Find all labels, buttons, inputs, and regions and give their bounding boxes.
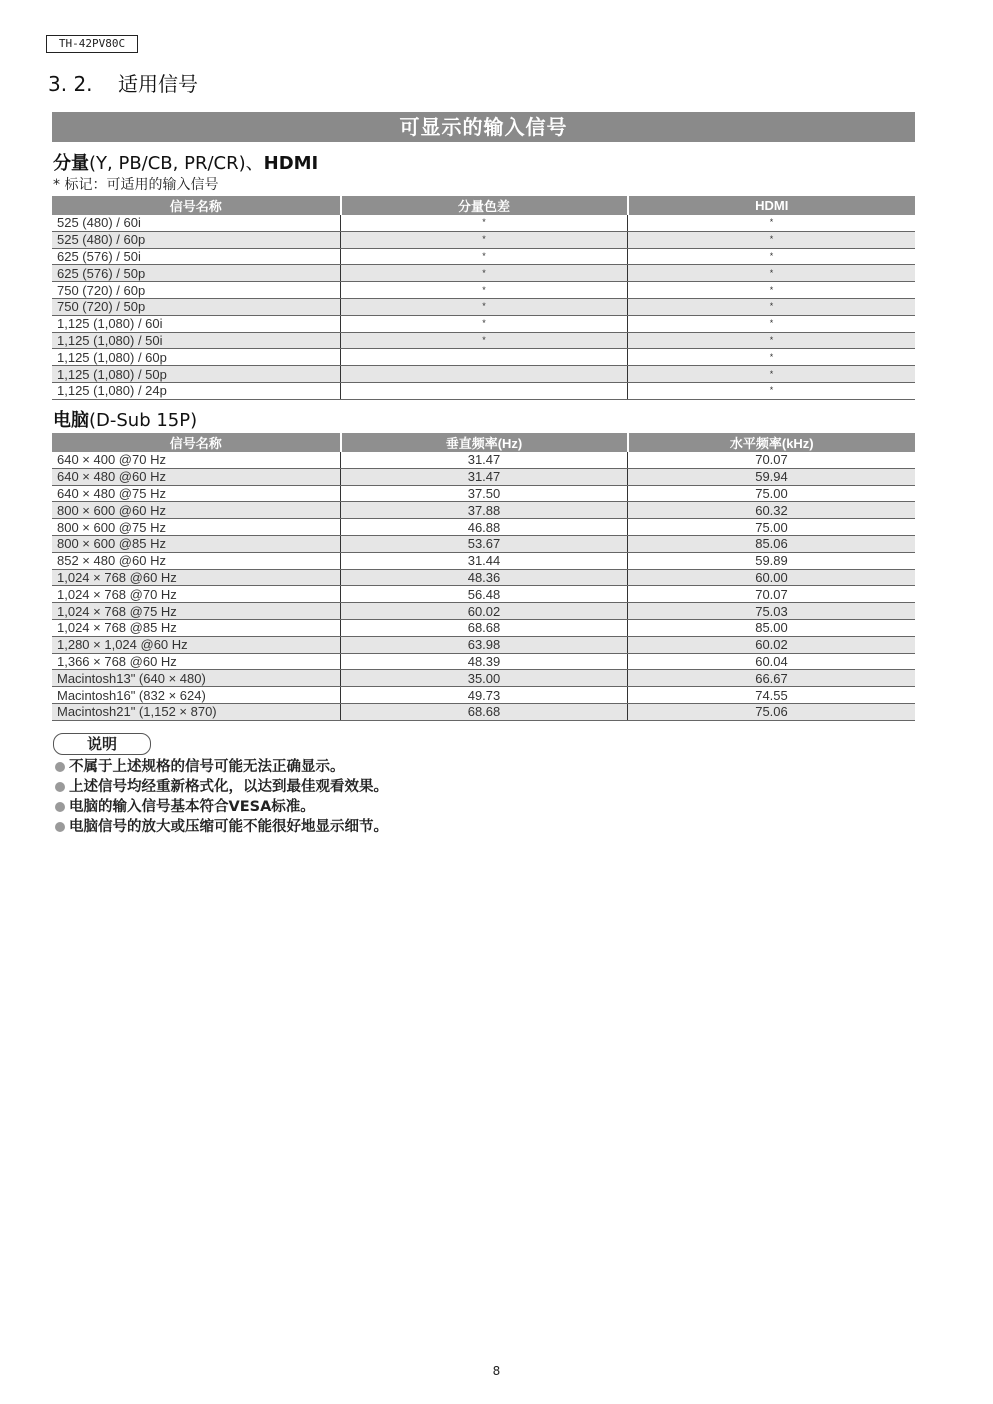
- value-cell: 75.06: [628, 703, 916, 720]
- signal-name-cell: 525 (480) / 60p: [52, 231, 341, 248]
- value-cell: 74.55: [628, 687, 916, 704]
- signal-name-cell: 750 (720) / 50p: [52, 298, 341, 315]
- value-cell: [341, 382, 628, 399]
- value-cell: *: [628, 298, 916, 315]
- table-row: [52, 298, 915, 315]
- value-cell: 31.47: [341, 452, 628, 468]
- table-row: [52, 703, 915, 720]
- banner-title: 可显示的输入信号: [52, 112, 915, 142]
- value-cell: *: [628, 382, 916, 399]
- column-header: 信号名称: [52, 196, 341, 215]
- column-header: 分量色差: [341, 196, 628, 215]
- value-cell: [341, 366, 628, 383]
- value-cell: *: [628, 349, 916, 366]
- signal-name-cell: 1,024 × 768 @60 Hz: [52, 569, 341, 586]
- signal-name-cell: 1,125 (1,080) / 50p: [52, 366, 341, 383]
- table-row: [52, 569, 915, 586]
- value-cell: *: [628, 282, 916, 299]
- value-cell: 60.02: [341, 603, 628, 620]
- signal-name-cell: 1,125 (1,080) / 60p: [52, 349, 341, 366]
- signal-name-cell: 1,125 (1,080) / 50i: [52, 332, 341, 349]
- value-cell: 60.00: [628, 569, 916, 586]
- signal-name-cell: Macintosh13" (640 × 480): [52, 670, 341, 687]
- value-cell: 75.00: [628, 485, 916, 502]
- note-item: 上述信号均经重新格式化，以达到最佳观看效果。: [55, 777, 388, 797]
- value-cell: *: [341, 265, 628, 282]
- table-row: [52, 366, 915, 383]
- note-item: 电脑信号的放大或压缩可能不能很好地显示细节。: [55, 817, 388, 837]
- component-note: * 标记：可适用的输入信号: [53, 177, 219, 193]
- value-cell: 63.98: [341, 636, 628, 653]
- signal-name-cell: 625 (576) / 50p: [52, 265, 341, 282]
- table-row: [52, 653, 915, 670]
- bullet-icon: [55, 802, 65, 812]
- component-heading-hdmi: HDMI: [263, 153, 319, 174]
- table-row: [52, 619, 915, 636]
- signal-name-cell: 640 × 400 @70 Hz: [52, 452, 341, 468]
- table-row: [52, 231, 915, 248]
- pc-signal-table: [52, 433, 915, 721]
- table-row: [52, 603, 915, 620]
- column-header: 水平频率(kHz): [628, 433, 916, 452]
- value-cell: *: [628, 366, 916, 383]
- signal-name-cell: 1,024 × 768 @75 Hz: [52, 603, 341, 620]
- value-cell: 68.68: [341, 619, 628, 636]
- signal-name-cell: 640 × 480 @60 Hz: [52, 468, 341, 485]
- component-heading-signal: (Y, PB/CB, PR/CR)、: [89, 153, 264, 174]
- table-header-row: [52, 433, 915, 452]
- value-cell: 48.39: [341, 653, 628, 670]
- value-cell: 56.48: [341, 586, 628, 603]
- pc-heading-cn: 电脑: [53, 410, 89, 431]
- value-cell: *: [341, 315, 628, 332]
- table-row: [52, 502, 915, 519]
- note-item: 电脑的输入信号基本符合VESA标准。: [55, 797, 388, 817]
- signal-name-cell: 1,366 × 768 @60 Hz: [52, 653, 341, 670]
- table-header-row: [52, 196, 915, 215]
- signal-name-cell: 800 × 600 @60 Hz: [52, 502, 341, 519]
- value-cell: *: [341, 215, 628, 231]
- notes-label: 说明: [53, 733, 151, 755]
- section-title: 适用信号: [118, 72, 198, 96]
- signal-name-cell: 1,024 × 768 @70 Hz: [52, 586, 341, 603]
- value-cell: 60.02: [628, 636, 916, 653]
- column-header: HDMI: [628, 196, 916, 215]
- table-row: [52, 282, 915, 299]
- signal-name-cell: 1,125 (1,080) / 60i: [52, 315, 341, 332]
- value-cell: 85.00: [628, 619, 916, 636]
- value-cell: 70.07: [628, 452, 916, 468]
- value-cell: 85.06: [628, 535, 916, 552]
- signal-name-cell: Macintosh16" (832 × 624): [52, 687, 341, 704]
- value-cell: *: [341, 298, 628, 315]
- notes-list: [55, 757, 388, 837]
- signal-name-cell: 625 (576) / 50i: [52, 248, 341, 265]
- value-cell: 60.32: [628, 502, 916, 519]
- table-row: [52, 586, 915, 603]
- value-cell: 59.89: [628, 552, 916, 569]
- table-row: [52, 382, 915, 399]
- value-cell: 70.07: [628, 586, 916, 603]
- value-cell: *: [628, 231, 916, 248]
- value-cell: 46.88: [341, 519, 628, 536]
- table-row: [52, 670, 915, 687]
- value-cell: 37.88: [341, 502, 628, 519]
- signal-name-cell: 800 × 600 @75 Hz: [52, 519, 341, 536]
- value-cell: *: [628, 215, 916, 231]
- value-cell: 37.50: [341, 485, 628, 502]
- table-row: [52, 552, 915, 569]
- signal-name-cell: 1,024 × 768 @85 Hz: [52, 619, 341, 636]
- model-label: TH-42PV80C: [46, 35, 138, 53]
- value-cell: *: [341, 332, 628, 349]
- value-cell: *: [628, 248, 916, 265]
- signal-name-cell: 852 × 480 @60 Hz: [52, 552, 341, 569]
- table-row: [52, 332, 915, 349]
- value-cell: *: [628, 332, 916, 349]
- column-header: 信号名称: [52, 433, 341, 452]
- table-row: [52, 687, 915, 704]
- value-cell: 53.67: [341, 535, 628, 552]
- table-row: [52, 265, 915, 282]
- table-row: [52, 452, 915, 468]
- value-cell: 66.67: [628, 670, 916, 687]
- signal-name-cell: 525 (480) / 60i: [52, 215, 341, 231]
- page-number: 8: [492, 1364, 501, 1378]
- value-cell: 48.36: [341, 569, 628, 586]
- bullet-icon: [55, 822, 65, 832]
- value-cell: [341, 349, 628, 366]
- value-cell: 59.94: [628, 468, 916, 485]
- table-row: [52, 468, 915, 485]
- signal-name-cell: 1,280 × 1,024 @60 Hz: [52, 636, 341, 653]
- pc-heading: [53, 406, 197, 432]
- table-row: [52, 248, 915, 265]
- value-cell: 31.44: [341, 552, 628, 569]
- signal-name-cell: 800 × 600 @85 Hz: [52, 535, 341, 552]
- value-cell: *: [628, 265, 916, 282]
- table-row: [52, 519, 915, 536]
- value-cell: 75.03: [628, 603, 916, 620]
- signal-name-cell: 750 (720) / 60p: [52, 282, 341, 299]
- value-cell: 31.47: [341, 468, 628, 485]
- section-number: 3. 2.: [48, 72, 93, 96]
- table-row: [52, 485, 915, 502]
- value-cell: 68.68: [341, 703, 628, 720]
- signal-name-cell: 1,125 (1,080) / 24p: [52, 382, 341, 399]
- value-cell: 75.00: [628, 519, 916, 536]
- signal-name-cell: 640 × 480 @75 Hz: [52, 485, 341, 502]
- table-row: [52, 215, 915, 231]
- component-signal-table: [52, 196, 915, 400]
- value-cell: *: [341, 231, 628, 248]
- bullet-icon: [55, 782, 65, 792]
- signal-name-cell: Macintosh21" (1,152 × 870): [52, 703, 341, 720]
- table-row: [52, 535, 915, 552]
- note-item: 不属于上述规格的信号可能无法正确显示。: [55, 757, 388, 777]
- table-row: [52, 315, 915, 332]
- value-cell: 35.00: [341, 670, 628, 687]
- value-cell: *: [341, 282, 628, 299]
- value-cell: 60.04: [628, 653, 916, 670]
- section-heading: [48, 68, 198, 97]
- value-cell: 49.73: [341, 687, 628, 704]
- component-heading-cn: 分量: [53, 153, 89, 174]
- table-row: [52, 636, 915, 653]
- table-row: [52, 349, 915, 366]
- component-heading: [53, 149, 318, 175]
- column-header: 垂直频率(Hz): [341, 433, 628, 452]
- bullet-icon: [55, 762, 65, 772]
- value-cell: *: [628, 315, 916, 332]
- pc-heading-port: (D-Sub 15P): [89, 410, 198, 431]
- value-cell: *: [341, 248, 628, 265]
